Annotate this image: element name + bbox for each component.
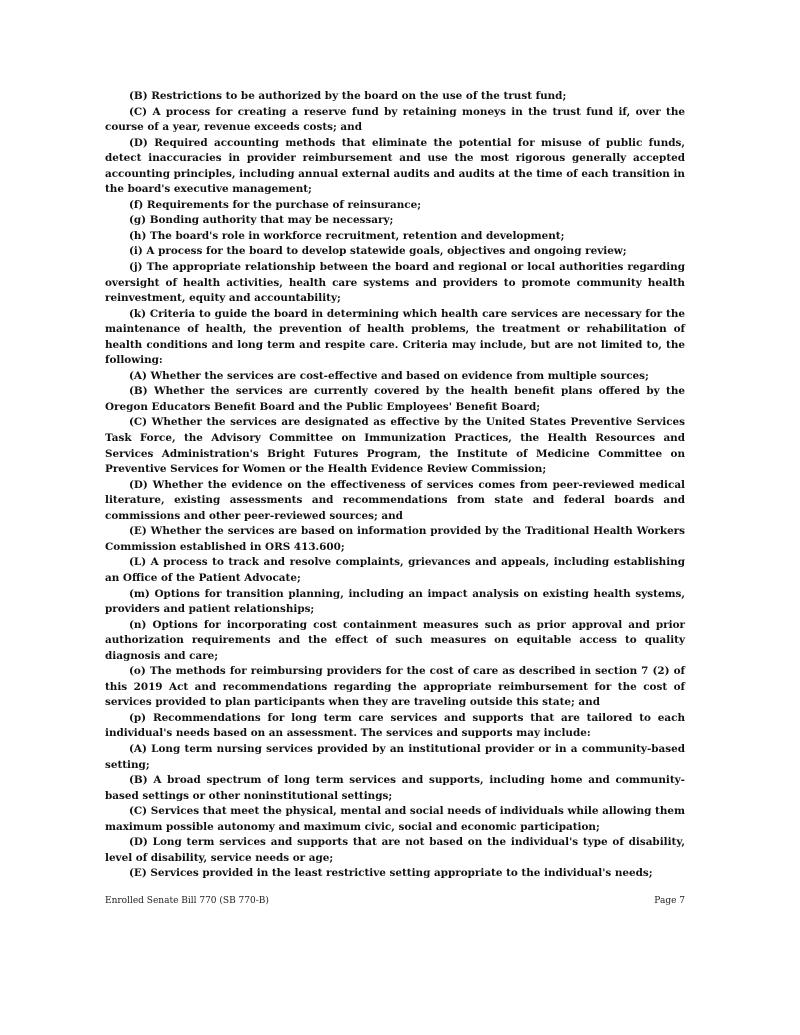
paragraph: (L) A process to track and resolve complaints, grievances and appeals, including establishing an Office of the Patient Advocate;: [105, 556, 685, 584]
paragraph: (C) Whether the services are designated as effective by the United States Preventive Services Task Force, the Advisory Committee on Immunization Practices, the Health Resources and Services Administration's Bright Futures Program, the Institute of Medicine Committee on Preventive Services for Women or the Health Evidence Review Commission;: [105, 416, 685, 476]
page-footer: [105, 895, 685, 907]
paragraph: (h) The board's role in workforce recruitment, retention and development;: [129, 229, 565, 242]
paragraph: (C) A process for creating a reserve fund by retaining moneys in the trust fund if, over the course of a year, revenue exceeds costs; and: [105, 105, 685, 134]
paragraph: (D) Whether the evidence on the effectiveness of services comes from peer-reviewed medical literature, existing assessments and recommendations from state and federal boards and commissions and other peer-reviewed sources; and: [105, 478, 685, 522]
paragraph: (E) Services provided in the least restrictive setting appropriate to the individual's needs;: [129, 867, 653, 880]
footer-bill-title: Enrolled Senate Bill 770 (SB 770-B): [105, 896, 269, 906]
paragraph: (p) Recommendations for long term care services and supports that are tailored to each individual's needs based on an assessment. The services and supports may include:: [105, 711, 685, 740]
paragraph: (E) Whether the services are based on information provided by the Traditional Health Workers Commission established in ORS 413.600;: [105, 525, 685, 553]
paragraph: (A) Long term nursing services provided by an institutional provider or in a community-based setting;: [105, 742, 685, 771]
document-body: [105, 89, 685, 882]
paragraph: (A) Whether the services are cost-effective and based on evidence from multiple sources;: [129, 369, 649, 382]
paragraph: (B) Restrictions to be authorized by the board on the use of the trust fund;: [129, 90, 567, 102]
paragraph: (m) Options for transition planning, including an impact analysis on existing health systems, providers and patient relationships;: [105, 587, 685, 616]
footer-page-number: Page 7: [654, 896, 685, 906]
paragraph: (j) The appropriate relationship between the board and regional or local authorities regarding oversight of health activities, health care systems and providers to promote community health reinvestment, equity and accountability;: [105, 261, 685, 305]
paragraph: (D) Long term services and supports that are not based on the individual's type of disability, level of disability, service needs or age;: [105, 836, 685, 864]
paragraph: (n) Options for incorporating cost containment measures such as prior approval and prior authorization requirements and the effect of such measures on equitable access to quality diagnosis and care;: [105, 618, 685, 662]
paragraph: (B) Whether the services are currently covered by the health benefit plans offered by the Oregon Educators Benefit Board and the Public Employees' Benefit Board;: [105, 385, 685, 413]
paragraph: (f) Requirements for the purchase of reinsurance;: [129, 198, 422, 211]
paragraph: (D) Required accounting methods that eliminate the potential for misuse of public funds, detect inaccuracies in provider reimbursement and use the most rigorous generally accepted accounting principles, including annual external audits and audits at the time of each transition in the board's executive management;: [105, 136, 685, 196]
paragraph: (k) Criteria to guide the board in determining which health care services are necessary for the maintenance of health, the prevention of health problems, the treatment or rehabilitation of health conditions and long term and respite care. Criteria may include, but are not limited to, the following:: [105, 307, 685, 367]
paragraph: (B) A broad spectrum of long term services and supports, including home and community-based settings or other noninstitutional settings;: [105, 774, 685, 802]
paragraph: (o) The methods for reimbursing providers for the cost of care as described in section 7 (2) of this 2019 Act and recommendations regarding the appropriate reimbursement for the cost of services provided to plan participants when they are traveling outside this state; and: [105, 665, 685, 709]
paragraph: (i) A process for the board to develop statewide goals, objectives and ongoing review;: [129, 245, 627, 258]
paragraph: (g) Bonding authority that may be necessary;: [129, 214, 394, 227]
paragraph: (C) Services that meet the physical, mental and social needs of individuals while allowing them maximum possible autonomy and maximum civic, social and economic participation;: [105, 805, 685, 833]
